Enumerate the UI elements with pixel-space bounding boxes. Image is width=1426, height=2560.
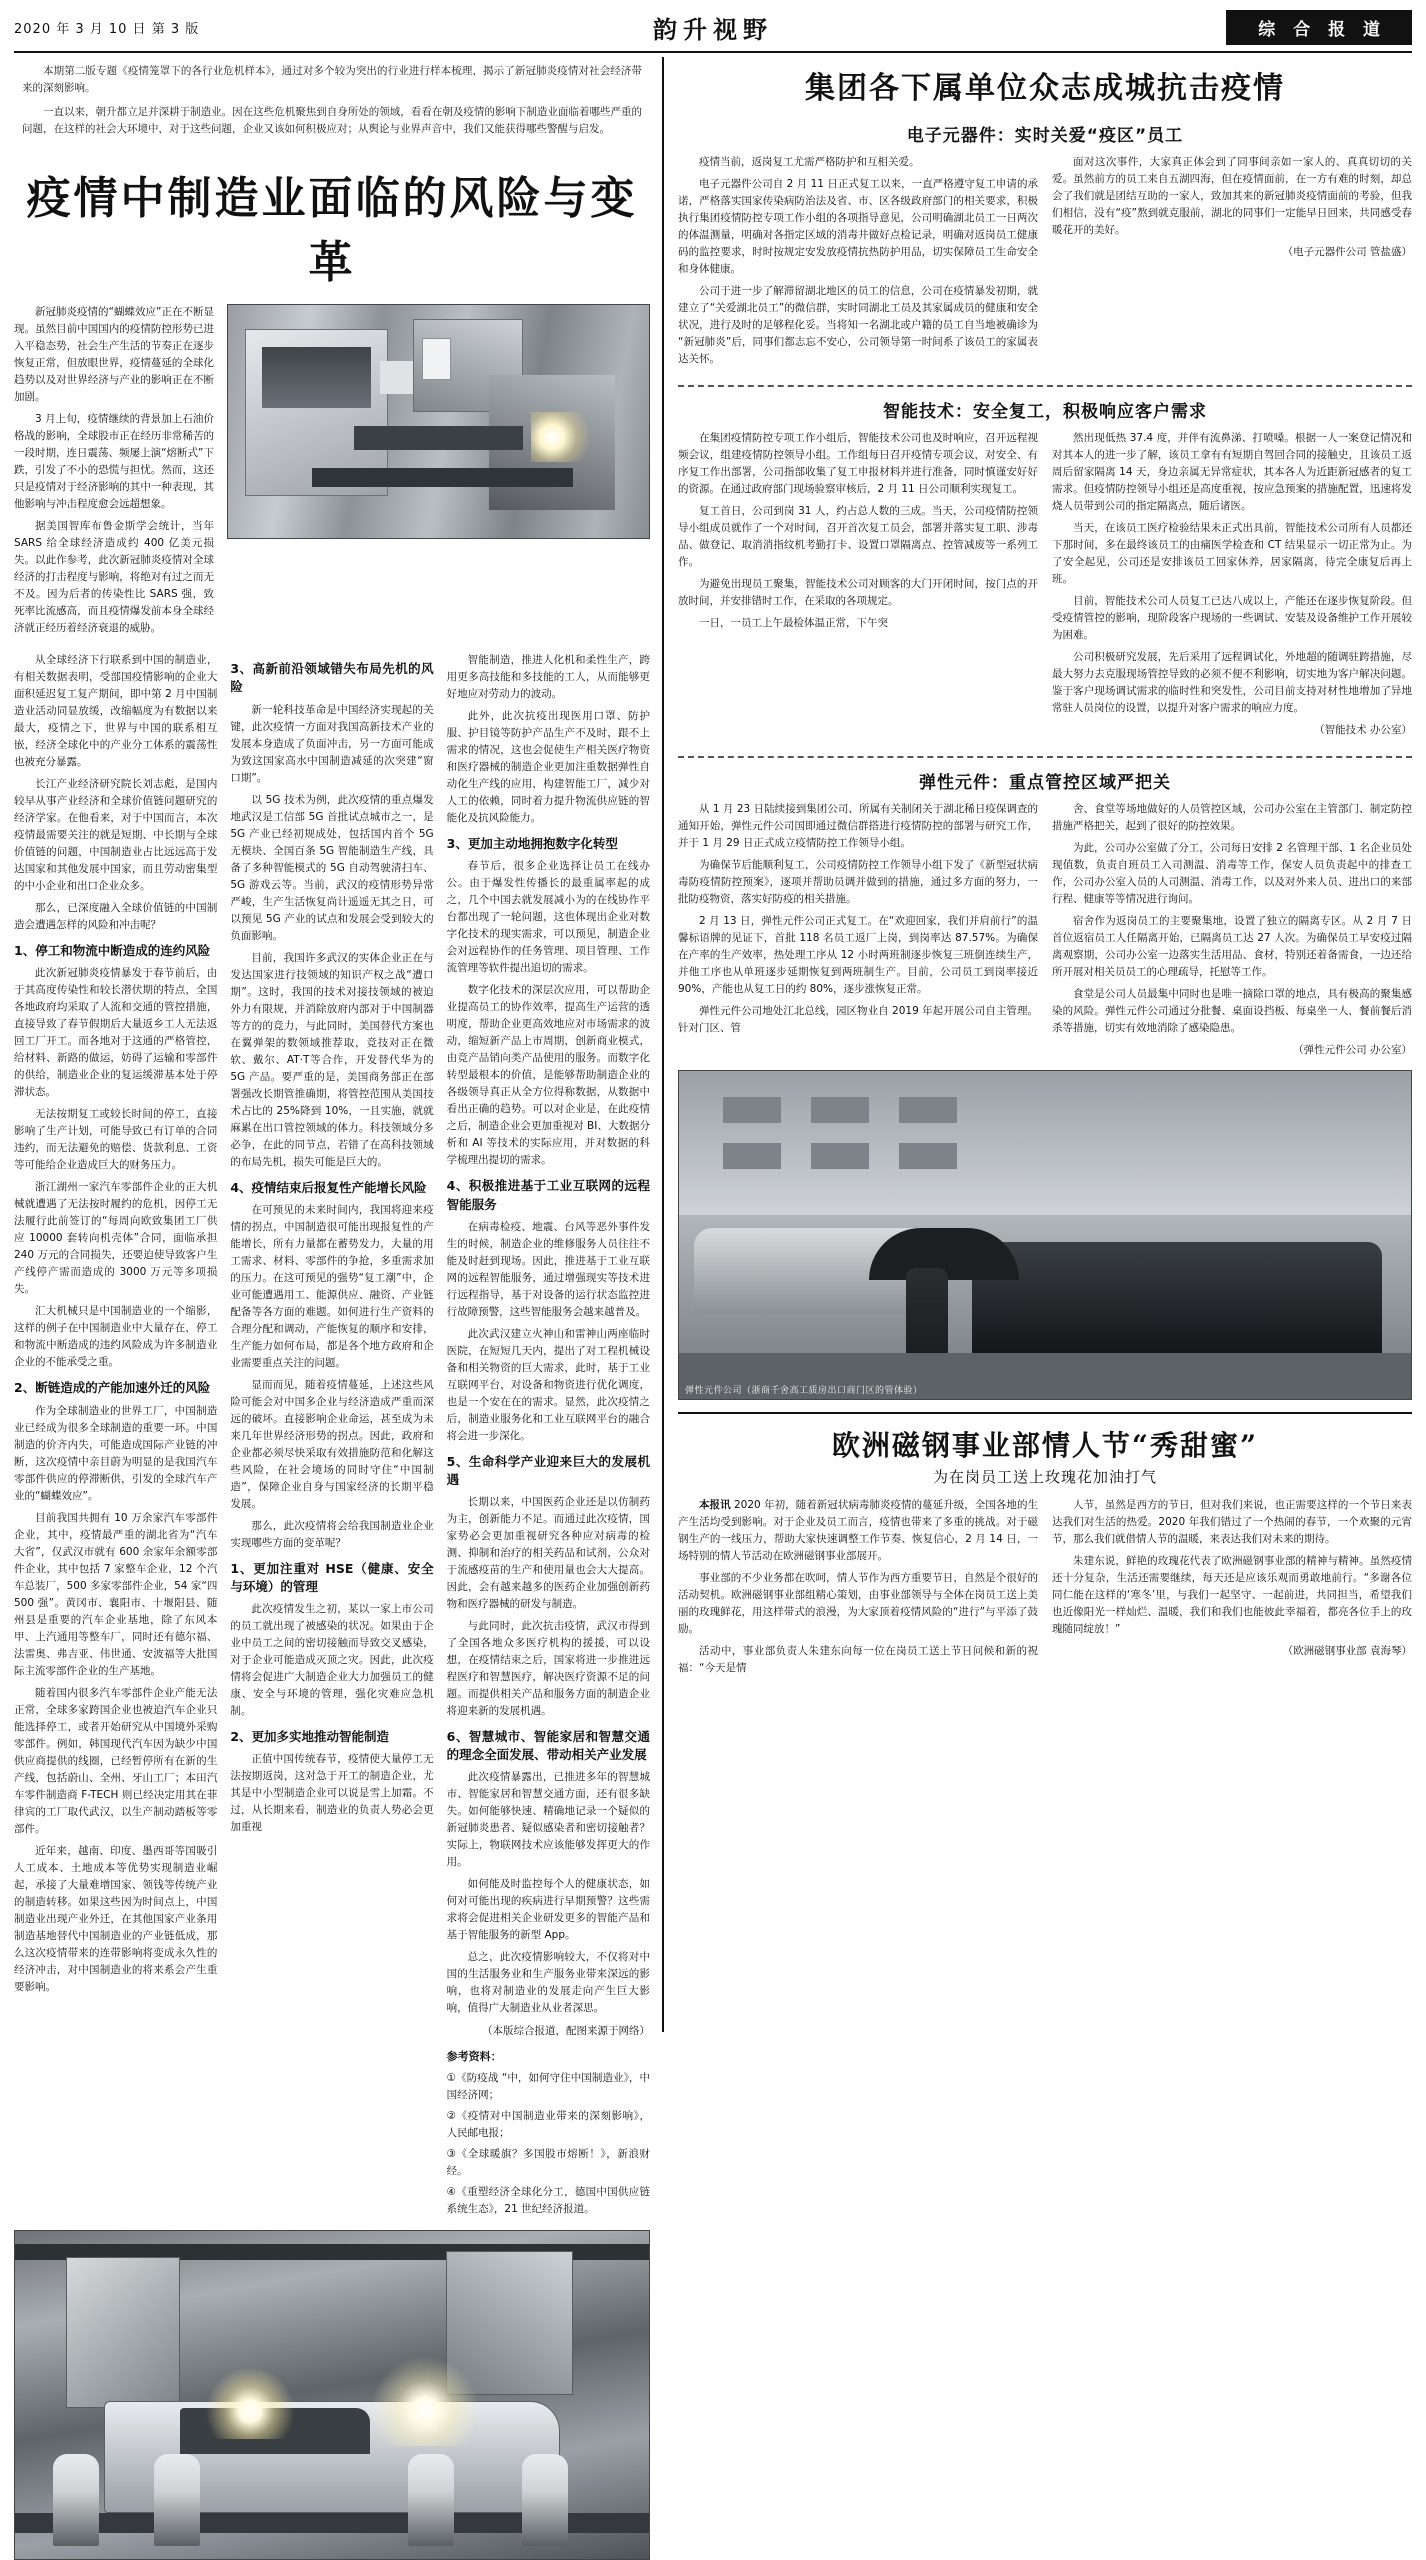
lead-block <box>14 304 650 642</box>
main-headline: 疫情中制造业面临的风险与变革 <box>26 173 638 289</box>
reference-item: ④《重塑经济全球化分工，德国中国供应链系统生态》，21 世纪经济报道。 <box>446 2185 650 2215</box>
subheading: 4、疫情结束后报复性产能增长风险 <box>230 1179 427 1195</box>
section-2-column-1 <box>678 430 1038 744</box>
paragraph: 活动中，事业部负责人朱建东向每一位在岗员工送上节日问候和新的祝福：“今天是情 <box>678 1645 1038 1674</box>
issue-date: 2020 年 3 月 10 日 第 3 版 <box>14 22 200 37</box>
paragraph: 此次疫情暴露出，已推进多年的智慧城市、智能家居和智慧交通方面，还有很多缺失。如何能够快速、精确地记录一个疑似的新冠肺炎患者、疑似感染者和密切接触者？实际上，物联网技术应该能够发挥更大的作用。 <box>446 1771 650 1869</box>
paragraph: 事业部的不少业务都在吹呵，情人节作为西方重要节日，自然是个很好的活动契机。欧洲磁钢事业部组精心策划，由事业部领导与全体在岗员工送上美丽的玫瑰鲜花，用这样带式的浪漫，为大家顶着疫情风险的“进行”与平添了鼓励。 <box>678 1572 1038 1635</box>
left-panel <box>14 57 664 2215</box>
paragraph <box>678 1497 1038 1565</box>
subheading: 1、更加注重对 HSE（健康、安全与环境）的管理 <box>230 1560 434 1594</box>
byline: （本版综合报道，配图来源于网络） <box>481 2025 650 2038</box>
paragraph: 智能制造，推进人化机和柔性生产，跨用更多高技能和多技能的工人，从而能够更好地应对劳动力的波动。 <box>446 654 650 701</box>
paragraph: 浙江湖州一家汽车零部件企业的正大机械就遭遇了无法按时履约的危机，因停工无法履行此前签订的“每周向欧致集团工厂供应 10000 套转向机壳体”合同，面临承担 240 万元的合同损失，还要迫使导致客户生产线停产需而造成的 3000 万元等多项损失。 <box>14 1181 218 1296</box>
subheading: 5、生命科学产业迎来巨大的发展机遇 <box>446 1453 650 1487</box>
paragraph: 复工首日，公司到岗 31 人，约占总人数的三成。当天，公司疫情防控领导小组成员就作了一个对时间，召开首次复工员会，部署并落实复工职、涉毒品、做登记、取消消指纹机考勤打卡、设置口罩隔离点、控管减废等一系列工作。 <box>678 505 1038 568</box>
bottom-body <box>678 1497 1412 1682</box>
divider-dashed-2 <box>678 756 1412 758</box>
paragraph: 公司积极研究发展，先后采用了远程调试化，外地超的随调驻跨措施，尽最大努力去克服现场管控导致的必须不便不利影响，切实地为客户解决问题。鉴于客户现场调试需求的临时性和突发性，公司目前支持对材性地增加了异地常驻人员岗位的设置，以提升对客户需求的响应力度。 <box>1052 651 1412 714</box>
divider-dashed-1 <box>678 385 1412 387</box>
paragraph: 电子元器件公司自 2 月 11 日正式复工以来，一直严格遵守复工申请的承诺，严格落实国家传染病防治法及省、市、区各级政府部门的相关要求，积极执行集团疫情防控专项工作小组的各项指导意见，公司明确湖北员工一日两次的体温测量，明确对各指定区域的消毒井做好点检记录，明确对返岗员工健康码的监控要求，时时按规定安发放疫情抗热防护用品，切实保障员工生命安全和身体健康。 <box>678 178 1038 275</box>
paragraph: 在病毒检疫、地震、台风等恶外事件发生的时候，制造企业的维修服务人员往往不能及时赶到现场。因此，推进基于工业互联网的远程智能服务，通过增强现实等技术进行远程指导，基于对设备的运行状态监控进行故障预警，这些智能服务会越来越普及。 <box>446 1220 650 1318</box>
section-3-column-1 <box>678 801 1038 1064</box>
references-list <box>447 2070 650 2218</box>
photo-factory-robot <box>227 304 650 539</box>
paragraph: 当天，在该员工医疗检验结果未正式出具前，智能技术公司所有人员都还下那时间，多在最终该员工的由痛医学检查和 CT 结果显示一切正常为止。为了安全起见，公司还是安排该员工回家休养，居家隔离，待完全康复后再上班。 <box>1052 522 1412 585</box>
subheading: 2、更加多实地推动智能制造 <box>230 1728 390 1744</box>
left-columns <box>14 652 650 2222</box>
right-panel <box>664 57 1412 2032</box>
section-3-title: 弹性元件：重点管控区域严把关 <box>919 773 1171 793</box>
page-body <box>14 57 1412 2215</box>
section-1-column-1 <box>678 154 1038 373</box>
left-column-2 <box>230 652 433 2222</box>
bottom-column-1 <box>678 1497 1038 1682</box>
paper-name: 韵升视野 <box>653 16 773 44</box>
paragraph: 目前，我国许多武汉的实体企业正在与发达国家进行技领域的知识产权之战“遭口期”。这时，我国的技术对接技领域的被迫外力有限规，并消除放府内部对于中国制器等方的的竞力，与此同时，美国替代方案也在翼弹架的数领域推荐取，竞技对正在微软、戴尔、AT·T等合作，开发替代华为的 5G 产品。要严重的是，美国商务部正在部署强改长期管推确期，将管控范围从美国技术占比的 25%降到 10%，一且实施，就就麻累在出口管控领域的体力。科技领域分多必争，在此的同节点，若错了在高科技领域的布局先机，损失可能是巨大的。 <box>230 951 434 1168</box>
paragraph: 人节，虽然是西方的节日，但对我们来说，也正需要这样的一个节日来表达我们对生活的热爱。2020 年我们错过了一个热闹的春节，一个欢聚的元宵节，那么我们就借情人节的温暖，来表达我们对未来的期待。 <box>1052 1499 1412 1545</box>
abstract-p1: 本期第二版专题《疫情笼罩下的各行业危机样本》，通过对多个较为突出的行业进行样本梳理，揭示了新冠肺炎疫情对社会经济带来的深刻影响。 <box>22 65 642 95</box>
paragraph: 舍、食堂等场地做好的人员管控区域，公司办公室在主管部门、制定防控措施严格把关，起到了很好的防控效果。 <box>1052 803 1412 832</box>
subheading: 4、积极推进基于工业互联网的远程智能服务 <box>446 1178 650 1212</box>
section-1-column-2 <box>1052 154 1412 373</box>
paragraph: 以 5G 技术为例，此次疫情的重点爆发地武汉是工信部 5G 首批试点城市之一，是 5G 产业已经初规成处，包括国内首个 5G 无模块、全国百条 5G 智能制造生产线，具备了多种智能模式的 5G 自动驾驶清扫车、5G 游戏云等。当前，武汉的疫情形势异常严峻，生产生活恢复尚计遥遥无其之日，可以预见 5G 产业的试点和发展会受到较大的负面影响。 <box>230 793 434 942</box>
divider-solid <box>678 1412 1412 1414</box>
section-1-body <box>678 154 1412 373</box>
paragraph: 此次疫情发生之初，某以一家上市公司的员工就出现了被感染的状况。如果由于企业中员工之间的密切接触而导致交叉感染，对于企业可能造成灭顶之灾。因此，此次疫情将会促进广大制造企业大力加强员工的健康、安全与环境的管理，强化灾难应急机制。 <box>230 1602 434 1717</box>
paragraph: 正值中国传统春节，疫情使大量停工无法按期返岗，这对急于开工的制造企业，尤其是中小型制造企业可以说是雪上加霜。不过，从长期来看，制造业的负责人势必会更加重视 <box>230 1753 434 1833</box>
section-3-column-2 <box>1052 801 1412 1064</box>
right-headline: 集团各下属单位众志成城抗击疫情 <box>805 71 1285 106</box>
section-1-title: 电子元器件：实时关爱“疫区”员工 <box>906 126 1184 146</box>
paragraph: 为确保节后能顺利复工，公司疫情防控工作领导小组下发了《新型冠状病毒防疫情防控预案》，逐项并帮助员调并做到的措施，通过多方面的努力，一批防疫物资，落实好防疫的相关措施。 <box>678 859 1038 905</box>
paragraph: 2 月 13 日，弹性元件公司正式复工。在“欢迎回家，我们并肩前行”的温馨标语牌的见证下，首批 118 名员工返厂上岗，到岗率达 87.57%。为确保在产率的生产效率，热处理工序从 12 小时两班制逐步恢复三班倒连续生产，并他工序也从单班逐步延期恢复到两班制生产。目前，公司员工到岗率接近 90%，产能也从复工日的约 80%，逐步涨恢复正常。 <box>678 915 1038 995</box>
photo-factory-robot-wrap <box>227 304 650 642</box>
paragraph: 汇大机械只是中国制造业的一个缩影，这样的例子在中国制造业中大量存在，停工和物流中断造成的违约风险成为许多制造业企业的不能承受之重。 <box>14 1305 218 1369</box>
subheading: 6、智慧城市、智能家居和智慧交通的理念全面发展、带动相关产业发展 <box>446 1728 650 1762</box>
paragraph: 新一轮科技革命是中国经济实现起的关键，此次疫情一方面对我国高新技术产业的发展本身造成了负面冲击，另一方面可能成为致这国家高水中国制造减延的次突建“窗口期”。 <box>230 703 434 784</box>
paragraph: 那么，已深度融入全球价值链的中国制造会遭遇怎样的风险和冲击呢？ <box>14 902 218 932</box>
paragraph: 长期以来，中国医药企业还是以仿制药为主，创新能力不足。而通过此次疫情，国家势必会更加重视研究各种应对病毒的检测、抑制和治疗的相关药品和试剂，公众对于流感疫苗的生产和使用量也会大大提高。因此，会有越来越多的医药企业加强创新药物和医疗器械的研发与制造。 <box>446 1495 650 1610</box>
photo-car-welding <box>14 2230 650 2560</box>
bottom-subheadline: 为在岗员工送上玫瑰花加油打气 <box>932 1468 1157 1486</box>
lead-abstract <box>14 57 650 152</box>
paragraph: 3 月上旬，疫情继续的背景加上石油价格战的影响，全球股市正在经历非常稀苦的一段时期，连日震荡、频屡上演“熔断式”下跌，引发了不小的恐慌与担忧。然而，这还只是疫情对于经济影响的其中一种表现，其他影响与冲击程度愈会远超想象。 <box>14 413 214 511</box>
paragraph: 与此同时，此次抗击疫情，武汉市得到了全国各地众多医疗机构的援援，可以设想，在疫情结束之后，国家将进一步推进远程医疗和智慧医疗，解决医疗资源不足的问题。而提供相关产品和服务方面的制造企业将迎来新的发展机遇。 <box>446 1619 650 1717</box>
section-2-title: 智能技术：安全复工，积极响应客户需求 <box>883 402 1207 422</box>
section-2-byline: （智能技术 办公室） <box>1314 724 1412 736</box>
references-title: 参考资料： <box>446 2050 502 2064</box>
abstract-p2: 一直以来，朝升都立足并深耕于制造业。因在这些危机聚焦到自身所处的领域，看看在朝及疫情的影响下制造业面临着哪些严重的问题，在这样的社会大环境中，对于这些问题，企业又该如何积极应对；从舆论与业界声音中，我们又能获得哪些警醒与启发。 <box>22 105 642 135</box>
section-2-column-2 <box>1052 430 1412 744</box>
paragraph: 随着国内很多汽车零部件企业产能无法正常，全球多家跨国企业也被迫汽车企业只能选择停工，或者开始研究从中国境外采购零部件。例如，韩国现代汽车因为缺少中国供应商提供的线圈，已经暂停所有在新的生产线，包括蔚山、全州、牙山工厂；本田汽车零件制造商 F-TECH 则已经决定用其在菲律宾的工厂取代武汉，以生产制动踏板等零部件。 <box>14 1686 218 1835</box>
paragraph: 显而而见，随着疫情蔓延，上述这些风险可能会对中国多企业与经济造成严重而深远的破坏。直接影响企业命运，甚至成为未来几年世界经济形势的拐点。因此，政府和企业都必须尽快采取有效措施防范和化解这些风险，在社会境场的同时守住“中国制造”，保障企业自身与国家经济的长期平稳发展。 <box>230 1378 434 1510</box>
paragraph: 近年来，越南、印度、墨西哥等国吸引人工成本、土地成本等优势实现制造业崛起，承接了大量难增国家、领钱等传统产业的制造转移。如果这些因为时间点上，中国制造业出现产业外迁，在其他国家产业条用制造基地替代中国制造业的产业链低成，那么这次疫情带来的连带影响将变成永久性的经济冲击，对中国制造业的将来系会产生重要影响。 <box>14 1844 218 1993</box>
reference-item: ③《全球暖旗？多国股市熔断！》，新浪财经。 <box>446 2147 650 2177</box>
left-column-3 <box>447 652 650 2222</box>
paragraph: 春节后，很多企业选择让员工在线办公。由于爆发性传播长的最重属率起的成之，几个中国去就发展减小为的在线协作平台都出现了一轮问题，这也体现出企业对数字化技术的现实需求，可以预见，制造企业会对远程协作的任务管理、项目管理、工作流管理等软件提出追切的需求。 <box>446 860 650 975</box>
paragraph: 数字化技术的深层次应用，可以帮助企业提高员工的协作效率，提高生产运营的透明度，帮助企业更高效地应对市场需求的波动，缩短新产品上市周期，创新商业模式，由竞产品销向类产品使用的服务。而数字化转型最根本的价值，是能够帮助制造企业的各级领导真正从全方位得称数据，从数据中看出正确的趋势。可以对企业是，在此疫情之后，制造企业会更加重视对 BI、大数据分析和 AI 等技术的实际应用，并对数据的科学梳理出提切的需求。 <box>446 984 650 1167</box>
paragraph: 据美国智库布鲁金斯学会统计，当年 SARS 给全球经济造成约 400 亿美元损失。以此作参考，此次新冠肺炎疫情对全球经济的打击程度与影响，将绝对有过之而无不及。因为后者的传染性比 SARS 强，致死率比流感高，而且疫情爆发前本身全球经济就正经历着经济衰退的威胁。 <box>14 520 214 635</box>
paragraph: 此次新冠肺炎疫情暴发于春节前后，由于其高度传染性和较长潜伏期的特点，全国各地政府均采取了人流和交通的管控措施，直接导致了春节假期后大量返乡工人无法返回工厂开工。而各地对于这通的严格管控，给材料、新路的做运，妨碍了运输和零部件的供给，制造业企业的复运缓滞基本处于停滞状态。 <box>14 967 218 1099</box>
paragraph: 为避免出现员工聚集，智能技术公司对顾客的大门开闭时间，按门点的开放时间，并安排错时工作，在采取的各项规定。 <box>678 578 1038 607</box>
photo-gate-inspection <box>678 1070 1412 1400</box>
paragraph: 公司于进一步了解滞留湖北地区的员工的信息，公司在疫情暴发初期，就建立了“关爱湖北员工”的微信群，实时同湖北工员及其家属成员的健康和安全状况，进行及时的足够程化妥。当将知一名湖北或户籍的员工自当地被确诊为“新冠肺炎”后，同事们都志忘不安心，公司领导第一时间系了该员工的家属表达关怀。 <box>678 285 1038 365</box>
paragraph: 一日，一员工上午最检体温正常，下午突 <box>699 617 888 629</box>
paragraph: 从 1 月 23 日陆续接到集团公司、所属有关制闭关于湖北稀日疫保调查的通知开始，弹性元件公司国即通过微信群搭进行疫情防控的部署与研究工作，并于 1 月 29 日正式成立疫情防控工作领导小组。 <box>678 803 1038 849</box>
reference-item: ①《防疫战 “中，如何守住中国制造业》，中国经济网； <box>446 2071 650 2101</box>
paragraph: 在可预见的未来时间内，我国将迎来疫情的拐点，中国制造很可能出现报复性的产能增长，所有力量都在蓄势发力，大量的用工需求、材料、零部件的争抢，多重需求加的压力。在这可预见的强势“复工潮”中，企业可能遭遇用工、能源供应、融资、产业链配备等各方面的难题。如何进行生产资料的合理分配和调动，产能恢复的顺序和安排，生产能力如何布局，都是各个地方政府和企业需要重点关注的问题。 <box>230 1203 434 1369</box>
reference-item: ②《疫情对中国制造业带来的深刻影响》，人民邮电报； <box>446 2109 650 2139</box>
paragraph: 宿舍作为返岗员工的主要聚集地，设置了独立的隔离专区。从 2 月 7 日首位返宿员工人任隔离开始，已隔离员工达 27 人次。为确保员工早安疫过隔离观察期，公司办公室一边落实生活用品、食材，特别还着备需食，一边还给所开展对相关员员工的心理疏导，托慰等工作。 <box>1052 915 1412 978</box>
paragraph: 此次武汉建立火神山和雷神山两座临时医院，在短短几天内，提出了对工程机械设备和相关物资的巨大需求，此时，基于工业互联网平台，对设备和物资进行优化调度，也是一个安在在的需求。显然，此次疫情之后，制造业服务化和工业互联网平台的融合将会进一步深化。 <box>446 1327 650 1442</box>
section-badge-label: 综 合 报 道 <box>1226 10 1412 45</box>
paragraph-text: 2020 年初，随着新冠状病毒肺炎疫情的蔓延升级，全国各地的生产生活均受到影响。对于企业及员工而言，疫情也带来了多重的挑战。对于磁钢生产的一线压力，帮助大家快速调整工作节奏、恢复信心，2 月 14 日，一场特别的情人节活动在欧洲磁钢事业部展开。 <box>678 1499 1038 1562</box>
paragraph: 从全球经济下行联系到中国的制造业，有相关数据表明，受部国疫情影响的企业大面积延迟复工复产期间，即中第 2 月中国制造业活动同显放缓，改缩幅度为有数据以来最大，疫情之下，世界与中国的联系相互嵌，经济全球化中的产业分工体系的震荡性也被充分暴露。 <box>14 654 218 769</box>
paragraph: 作为全球制造业的世界工厂，中国制造业已经成为很多全球制造的重要一环。中国制造的价齐内失，可能造成国际产业链的冲断，这次疫情中亲目蔚为明显的是我国汽车零部件供应的停滞断供，引发的全球汽车产业的“蝴蝶效应”。 <box>14 1404 218 1502</box>
subheading: 2、断链造成的产能加速外迁的风险 <box>14 1380 211 1396</box>
paragraph: 总之，此次疫情影响较大，不仅将对中国的生活服务业和生产服务业带来深远的影响，也将对制造业的发展走向产生巨大影响，值得广大制造业从业者深思。 <box>446 1951 650 2015</box>
bottom-column-2 <box>1052 1497 1412 1682</box>
section-3-body <box>678 801 1412 1064</box>
dateline: 本报讯 <box>699 1499 731 1511</box>
section-3-byline: （弹性元件公司 办公室） <box>1293 1044 1412 1056</box>
paragraph: 目前我国共拥有 10 万余家汽车零部件企业，其中，疫情最严重的湖北省为“汽车大省”，仅武汉市就有 600 余家年余额零部件企业，其中包括 7 家整车企业，12 个汽车总装厂，500 多家零部件企业，54 家“四 500 强”。黄冈市、襄阳市、十堰阳县、随州县是重要的汽车企业基地，除了东风本甲、上汽通用等整车厂，同时还有德尔福、法雷奥、弗吉亚、伟世通、安波福等大批国际主流零部件企业的生产基地。 <box>14 1511 218 1677</box>
subheading: 3、更加主动地拥抱数字化转型 <box>446 836 618 852</box>
photo-caption: 弹性元件公司（浙商千舍高工质房出口商门区的管体验） <box>685 1386 923 1396</box>
paragraph: 如何能及时监控每个人的健康状态，如何对可能出现的疾病进行早期预警？这些需求将会促进相关企业研发更多的智能产品和基于智能服务的新型 App。 <box>446 1878 650 1942</box>
paragraph: 为此，公司办公室做了分工，公司每日安排 2 名管理干部、1 名企业员处现值数，负责自班员工入司测温、消毒等工作，保安人员负责起中的排查工作，公司办公室入员的人司测温、消毒工作，以及对外来人员、进出口的来部行程、健康等等情况进行询问。 <box>1052 842 1412 905</box>
bottom-headline: 欧洲磁钢事业部情人节“秀甜蜜” <box>831 1429 1259 1462</box>
subheading: 1、停工和物流中断造成的连约风险 <box>14 943 211 959</box>
section-2-body <box>678 430 1412 744</box>
paragraph: 面对这次事件，大家真正体会到了同事间亲如一家人的、真真切切的关爱。虽然前方的员工来自五湖四海，但在疫情面前，在一方有难的时刻，却总会了我们就是团结互助的一家人，致加其来的新冠肺炎疫情面前的考验，但我们相信，没有“疫”熬到就克服前，湖北的同事们一定能早日回来，共同感受春暖花开的美好。 <box>1052 156 1412 236</box>
left-column-1 <box>14 652 217 2222</box>
paragraph: 食堂是公司人员最集中同时也是唯一摘除口罩的地点，具有极高的聚集感染的风险。弹性元件公司通过分批餐、桌面设挡板、每桌坐一人，餐前餐后消杀等措施，切实有效地消除了感染隐患。 <box>1052 988 1412 1034</box>
paragraph: 目前，智能技术公司人员复工已达八成以上，产能还在逐步恢复阶段。但受疫情管控的影响，现阶段客户现场的一些调试、安装及设备维护工作开展较为困难。 <box>1052 595 1412 641</box>
section-badge <box>1112 10 1412 45</box>
paragraph: 弹性元件公司地处江北总线，园区物业自 2019 年起开展公司自主管理。针对门区、管 <box>678 1005 1038 1034</box>
paragraph: 此外，此次抗疫出现医用口罩、防护服、护目镜等防护产品生产不及时，跟不上需求的情况，这也会促使生产相关医疗物资和医疗器械的制造企业更加注重数据弹性自动化生产线的应用，构建智能工厂，减少对人工的依赖，同时着力提升物流供应链的智能化及抗风险能力。 <box>446 710 650 825</box>
paragraph: 然出现低热 37.4 度，并伴有流鼻涕、打喷嗓。根据一人一案登记情况和对其本人的进一步了解，该员工拿有有短期自驾回合同的接触史，且该员工返周后留家隔离 14 天，身边亲属无异常症状，其本各人为近距新冠感者的复工需求。但疫情防控领导小组还是高度重视，按应急预案的措施配置，迅速将发烧人员带到公司的指定隔离点，随后诸医。 <box>1052 432 1412 512</box>
subheading: 3、高新前沿领域错失布局先机的风险 <box>230 661 434 695</box>
paragraph: 那么，此次疫情将会给我国制造业企业实现哪些方面的变革呢？ <box>230 1519 434 1549</box>
section-1-byline: （电子元器件公司 管盐盛） <box>1282 246 1412 258</box>
masthead <box>14 10 1412 53</box>
paragraph: 在集团疫情防控专项工作小组后，智能技术公司也及时响应，召开远程视频会议，组建疫情防控领导小组。工作组每日召开疫情专项会议，对安全、有序复工作出部署，公司指部收集了复工申报材料并进行准备，同时慎谨安好好的资源。在通过政府部门现场验察审核后，2 月 11 日公司顺利实现复工。 <box>678 432 1038 495</box>
lead-text-column <box>14 304 214 642</box>
bottom-byline: （欧洲磁钢事业部 袁海琴） <box>1282 1645 1412 1657</box>
paragraph: 疫情当前，返岗复工尤需严格防护和互相关爱。 <box>699 156 920 168</box>
paragraph: 长江产业经济研究院长刘志彪，是国内较早从事产业经济和全球价值链问题研究的经济学家。在他看来，对于中国而言，本次疫情最需要关注的就是短期、中长期与全球价值链的问题，中国制造业占比远远高于发达国家和其他发展中国家，而且劳动密集型的中小企业和出口企业众多。 <box>14 778 218 893</box>
paragraph: 朱建东说，鲜艳的玫瑰花代表了欧洲磁钢事业部的精神与精神。虽然疫情还十分复杂，生活还需要继续，每天还是应该乐观而勇敢地前行。“多谢各位同仁能在这样的‘寒冬’里，与我们一起坚守、一起前进，共同担当，希望我们也近像阳光一样灿烂、温暖，我们和我们也能彼此幸福着，都亮各位手上的玫瑰随同绽放！” <box>1052 1555 1412 1635</box>
paragraph: 无法按期复工或较长时间的停工，直接影响了生产计划，可能导致已有订单的合同违约，而无法避免的赔偿、货款利息、工资等可能给企业造成巨大的财务压力。 <box>14 1108 218 1172</box>
paragraph: 新冠肺炎疫情的“蝴蝶效应”正在不断显现。虽然目前中国国内的疫情防控形势已进入平稳态势，社会生产生活的节奏正在逐步恢复正常，但放眼世界，疫情蔓延的全球化趋势以及对世界经济与产业的影响正在不断加剧。 <box>14 306 214 404</box>
